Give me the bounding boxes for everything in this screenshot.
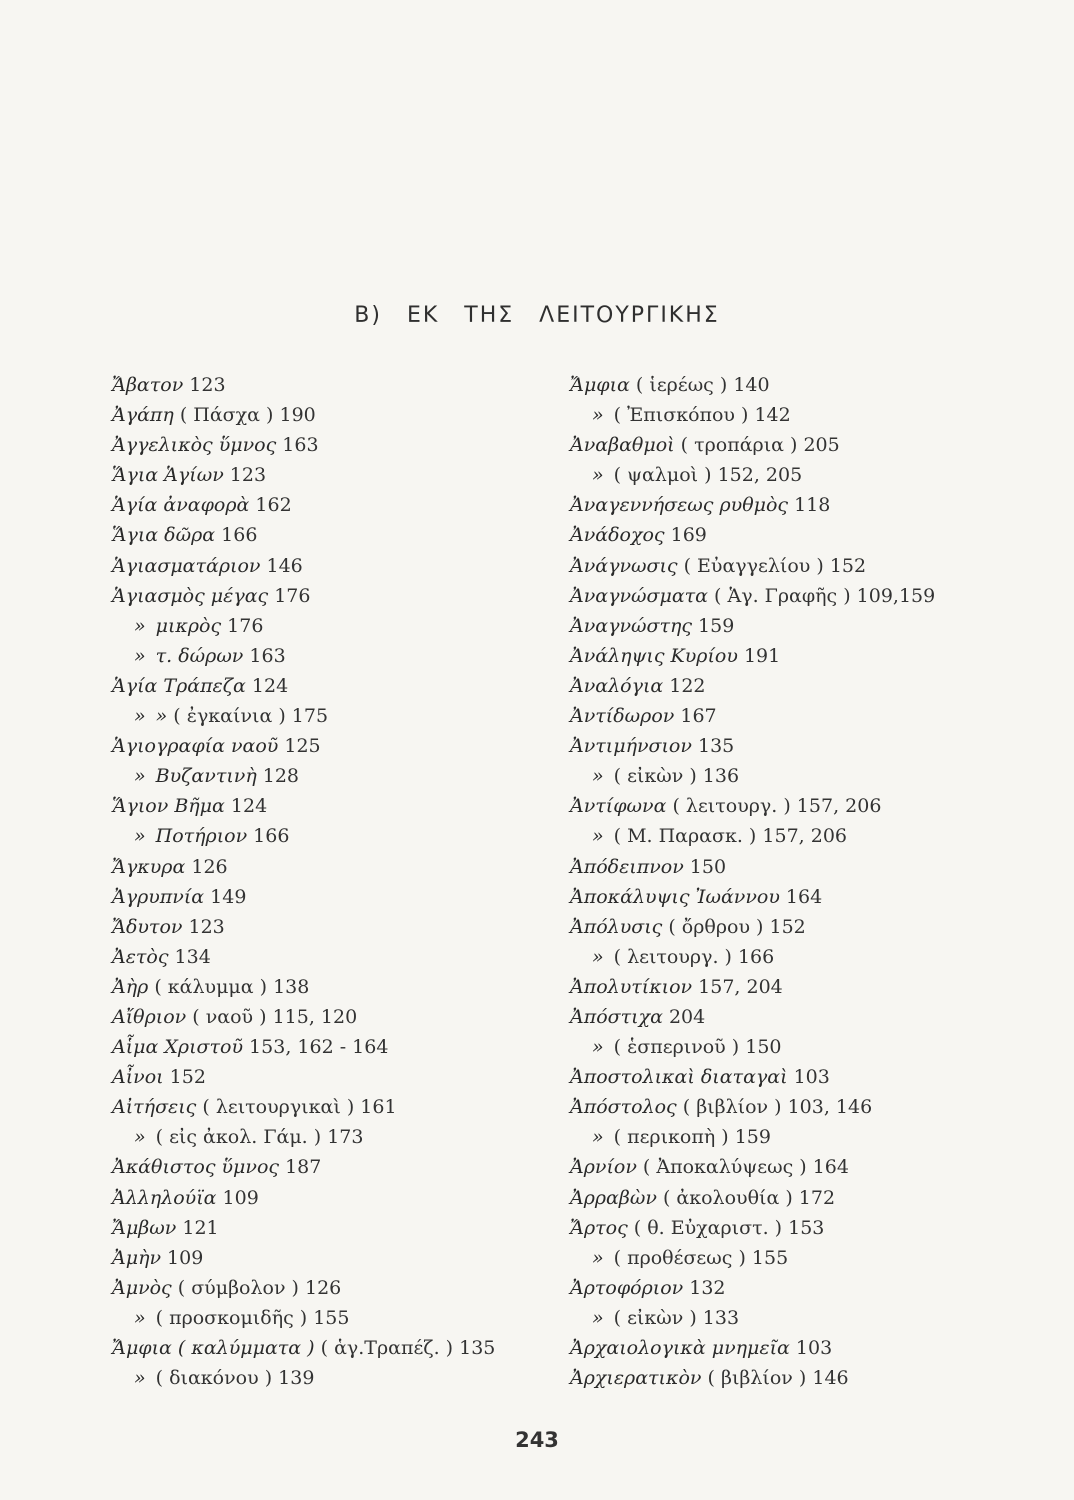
index-entry xyxy=(112,611,495,641)
entry-pages: 109 xyxy=(216,1186,259,1209)
entry-pages: 128 xyxy=(256,765,300,788)
entry-pages: ( προσκομιδῆς ) 155 xyxy=(155,1306,350,1329)
entry-pages: ( εἰκὼν ) 133 xyxy=(613,1306,740,1329)
index-entry xyxy=(570,852,935,882)
index-entry xyxy=(570,882,935,912)
index-entry xyxy=(112,1152,495,1182)
entry-term: Ἁγιασμὸς μέγας xyxy=(112,584,269,607)
index-entry xyxy=(112,912,495,942)
ditto-mark: » xyxy=(592,945,604,968)
index-entry xyxy=(570,641,935,671)
entry-pages: 146 xyxy=(260,554,303,577)
index-entry xyxy=(112,430,495,460)
index-entry xyxy=(112,1363,495,1393)
ditto-mark: » xyxy=(592,1306,604,1329)
entry-pages: 118 xyxy=(788,494,831,517)
entry-pages: 134 xyxy=(168,945,211,968)
index-entry xyxy=(570,1152,935,1182)
index-entry xyxy=(570,972,935,1002)
index-entry xyxy=(570,551,935,581)
index-entry xyxy=(570,1032,935,1062)
index-entry xyxy=(570,701,935,731)
entry-term: Ἀντίφωνα xyxy=(570,795,667,818)
ditto-mark: » xyxy=(134,765,146,788)
entry-term: Ἀγάπη xyxy=(112,404,174,427)
index-entry xyxy=(112,761,495,791)
entry-term: Ἀνάδοχος xyxy=(570,524,665,547)
entry-pages: ( ἑσπερινοῦ ) 150 xyxy=(613,1036,782,1059)
index-entry xyxy=(570,400,935,430)
entry-pages: 159 xyxy=(692,614,735,637)
entry-term: Ἄδυτον xyxy=(112,915,183,938)
entry-pages: 167 xyxy=(674,705,717,728)
index-entry xyxy=(570,1213,935,1243)
index-entry xyxy=(570,942,935,972)
entry-pages: ( εἰς ἀκολ. Γάμ. ) 173 xyxy=(155,1126,364,1149)
entry-pages: 152 xyxy=(163,1066,206,1089)
entry-term: Ἀναγνώστης xyxy=(570,614,693,637)
entry-pages: 132 xyxy=(683,1276,726,1299)
entry-pages: 124 xyxy=(245,674,289,697)
entry-pages: ( λειτουργ. ) 157, 206 xyxy=(666,795,882,818)
entry-term: Ἀνάγνωσις xyxy=(570,554,678,577)
entry-term: Ἄγκυρα xyxy=(112,855,186,878)
entry-pages: ( ἱερέως ) 140 xyxy=(629,374,770,396)
index-entry xyxy=(570,791,935,821)
index-entry xyxy=(570,731,935,761)
ditto-mark: » xyxy=(592,1246,604,1269)
index-entry xyxy=(570,1092,935,1122)
entry-term: Ἀγρυπνία xyxy=(112,885,205,908)
index-entry xyxy=(112,701,495,731)
entry-pages: 121 xyxy=(176,1216,219,1239)
index-entry xyxy=(570,761,935,791)
entry-term: Ἀρχιερατικὸν xyxy=(570,1367,702,1390)
index-entry xyxy=(112,641,495,671)
index-entry xyxy=(112,1213,495,1243)
index-entry xyxy=(112,520,495,550)
entry-pages: ( ἀκολουθία ) 172 xyxy=(656,1186,836,1209)
entry-pages: ( Μ. Παρασκ. ) 157, 206 xyxy=(613,825,847,848)
index-entry xyxy=(112,490,495,520)
index-entry xyxy=(570,430,935,460)
entry-pages: ( Πάσχα ) 190 xyxy=(173,404,316,427)
index-entry xyxy=(570,1062,935,1092)
entry-term: Ἁγιασματάριον xyxy=(112,554,261,577)
entry-pages: 135 xyxy=(691,735,735,758)
entry-pages: ( Ἁγ. Γραφῆς ) 109,159 xyxy=(708,584,936,607)
index-entry xyxy=(112,581,495,611)
entry-pages: 191 xyxy=(737,644,781,667)
entry-term: Ἄρτος xyxy=(570,1216,628,1239)
index-entry xyxy=(112,1122,495,1152)
entry-pages: 103 xyxy=(787,1066,830,1089)
entry-pages: ( σύμβολον ) 126 xyxy=(171,1276,342,1299)
entry-pages: 164 xyxy=(779,885,823,908)
entry-pages: 176 xyxy=(221,614,264,637)
entry-term: Ἅγια Ἁγίων xyxy=(112,464,224,487)
entry-term: Ἀντιμήνσιον xyxy=(570,735,692,758)
entry-term: Ἀγγελικὸς ὕμνος xyxy=(112,434,277,457)
entry-term: Ἀρραβὼν xyxy=(570,1186,657,1209)
ditto-mark: » xyxy=(592,464,604,487)
entry-term: Ἀρτοφόριον xyxy=(570,1276,684,1299)
entry-pages: 166 xyxy=(215,524,258,547)
entry-term: Αἰτήσεις xyxy=(112,1096,197,1119)
entry-term: μικρὸς xyxy=(155,614,222,637)
entry-term: τ. δώρων xyxy=(155,644,244,667)
entry-term: Ἀνάληψις Κυρίου xyxy=(570,644,738,667)
ditto-mark: » xyxy=(134,1306,146,1329)
entry-term: Ἀναγεννήσεως ρυθμὸς xyxy=(570,494,789,517)
entry-pages: 176 xyxy=(268,584,311,607)
entry-pages: ( ναοῦ ) 115, 120 xyxy=(186,1005,358,1028)
index-entry xyxy=(570,671,935,701)
ditto-mark: » xyxy=(592,825,604,848)
index-entry xyxy=(570,520,935,550)
entry-pages: 149 xyxy=(204,885,247,908)
index-entry xyxy=(570,460,935,490)
index-entry xyxy=(570,1243,935,1273)
entry-term: Ἄβατον xyxy=(112,374,184,396)
entry-term: Ἀπόστιχα xyxy=(570,1005,663,1028)
entry-pages: ( εἰκὼν ) 136 xyxy=(613,765,740,788)
ditto-mark: » xyxy=(134,644,146,667)
entry-term: Ἀποκάλυψις Ἰωάννου xyxy=(570,885,780,908)
ditto-mark: » xyxy=(592,765,604,788)
ditto-mark: » xyxy=(134,825,146,848)
entry-term: Ἀναλόγια xyxy=(570,674,664,697)
index-entry xyxy=(112,731,495,761)
entry-pages: 204 xyxy=(662,1005,706,1028)
entry-term: Ἄμβων xyxy=(112,1216,177,1239)
entry-pages: ( βιβλίον ) 146 xyxy=(701,1367,849,1390)
page-number: 243 xyxy=(515,1428,559,1452)
index-entry xyxy=(570,1002,935,1032)
entry-pages: ( κάλυμμα ) 138 xyxy=(148,975,310,998)
index-entry xyxy=(112,1303,495,1333)
entry-pages: 124 xyxy=(224,795,268,818)
entry-pages: 163 xyxy=(276,434,319,457)
index-entry xyxy=(112,1183,495,1213)
entry-term: Ἀὴρ xyxy=(112,975,149,998)
entry-pages: ( ὄρθρου ) 152 xyxy=(662,915,806,938)
entry-pages: 169 xyxy=(664,524,707,547)
index-entry xyxy=(112,671,495,701)
entry-pages: 157, 204 xyxy=(692,975,783,998)
index-entry xyxy=(112,1002,495,1032)
entry-term: Ἀρνίον xyxy=(570,1156,637,1179)
entry-pages: 162 xyxy=(249,494,292,517)
section-title: Β) ΕΚ ΤΗΣ ΛΕΙΤΟΥΡΓΙΚΗΣ xyxy=(354,303,720,328)
entry-pages: 125 xyxy=(278,735,321,758)
index-entry xyxy=(112,400,495,430)
index-column-right xyxy=(570,370,935,1393)
entry-term: Ἅγιον Βῆμα xyxy=(112,795,225,818)
index-entry xyxy=(570,490,935,520)
entry-pages: ( προθέσεως ) 155 xyxy=(613,1246,789,1269)
entry-pages: ( Ἀποκαλύψεως ) 164 xyxy=(636,1156,849,1179)
entry-pages: 166 xyxy=(247,825,290,848)
entry-pages: 163 xyxy=(243,644,286,667)
entry-term: Ἀλληλούϊα xyxy=(112,1186,217,1209)
entry-term: Ἀποστολικαὶ διαταγαὶ xyxy=(570,1066,788,1089)
index-entry xyxy=(570,912,935,942)
entry-term: Ἀμνὸς xyxy=(112,1276,172,1299)
entry-term: Ἄμφια ( καλύμματα ) xyxy=(112,1337,315,1359)
index-entry xyxy=(112,852,495,882)
index-entry xyxy=(112,1032,495,1062)
entry-pages: ( περικοπὴ ) 159 xyxy=(613,1126,771,1149)
entry-term: Ἄμφια xyxy=(570,374,630,396)
entry-pages: ( ἐγκαίνια ) 175 xyxy=(167,705,329,728)
entry-term: Ἀναγνώσματα xyxy=(570,584,708,607)
entry-term: Ἅγια δῶρα xyxy=(112,524,216,547)
entry-term: Ἀρχαιολογικὰ μνημεῖα xyxy=(570,1337,790,1359)
entry-term: Ἀντίδωρον xyxy=(570,705,675,728)
entry-term: Ἁγία ἀναφορὰ xyxy=(112,494,250,517)
entry-term: Ἀπόστολος xyxy=(570,1096,677,1119)
entry-term: Ἁγιογραφία ναοῦ xyxy=(112,735,279,758)
entry-pages: ( λειτουργ. ) 166 xyxy=(613,945,775,968)
entry-pages: 123 xyxy=(223,464,267,487)
index-entry xyxy=(112,1062,495,1092)
entry-term: Ἁγία Τράπεζα xyxy=(112,674,246,697)
entry-pages: ( Εὐαγγελίου ) 152 xyxy=(677,554,867,577)
entry-pages: 103 xyxy=(789,1337,833,1359)
entry-pages: 109 xyxy=(161,1246,204,1269)
entry-pages: ( διακόνου ) 139 xyxy=(155,1367,315,1390)
index-entry xyxy=(112,460,495,490)
index-entry xyxy=(570,611,935,641)
index-entry xyxy=(570,1273,935,1303)
ditto-mark: » xyxy=(592,1126,604,1149)
entry-pages: 123 xyxy=(183,374,226,396)
entry-pages: 150 xyxy=(683,855,727,878)
entry-term: Ποτήριον xyxy=(155,825,248,848)
ditto-mark: » xyxy=(134,1367,146,1390)
index-entry xyxy=(112,1092,495,1122)
index-entry xyxy=(570,1303,935,1333)
index-entry xyxy=(112,882,495,912)
entry-pages: 122 xyxy=(663,674,706,697)
entry-term: Ἀναβαθμοὶ xyxy=(570,434,675,457)
index-entry xyxy=(112,1273,495,1303)
entry-term: Ἀπολυτίκιον xyxy=(570,975,693,998)
entry-term: Βυζαντινὴ xyxy=(155,765,257,788)
entry-pages: 123 xyxy=(182,915,225,938)
index-entry xyxy=(570,1333,935,1363)
index-entry xyxy=(570,370,935,400)
entry-pages: ( θ. Εὐχαριστ. ) 153 xyxy=(627,1216,825,1239)
index-entry xyxy=(112,821,495,851)
entry-pages: 187 xyxy=(279,1156,322,1179)
ditto-mark: » xyxy=(592,404,604,427)
entry-term: Αἴθριον xyxy=(112,1005,187,1028)
entry-pages: ( ψαλμοὶ ) 152, 205 xyxy=(613,464,803,487)
entry-pages: 153, 162 - 164 xyxy=(243,1036,389,1059)
entry-term: Ἀετὸς xyxy=(112,945,169,968)
entry-pages: ( τροπάρια ) 205 xyxy=(674,434,840,457)
index-entry xyxy=(112,370,495,400)
entry-term: Ἀμὴν xyxy=(112,1246,162,1269)
index-entry xyxy=(570,1122,935,1152)
entry-term: Ἀκάθιστος ὕμνος xyxy=(112,1156,280,1179)
ditto-mark: » xyxy=(592,1036,604,1059)
index-entry xyxy=(112,1243,495,1273)
index-entry xyxy=(570,1183,935,1213)
entry-pages: ( βιβλίον ) 103, 146 xyxy=(676,1096,873,1119)
ditto-mark: » xyxy=(134,1126,146,1149)
entry-pages: 126 xyxy=(185,855,228,878)
entry-term: Αἶνοι xyxy=(112,1066,164,1089)
entry-pages: ( λειτουργικαὶ ) 161 xyxy=(196,1096,397,1119)
ditto-mark: » xyxy=(134,614,146,637)
index-column-left xyxy=(112,370,495,1393)
entry-pages: ( Ἐπισκόπου ) 142 xyxy=(613,404,791,427)
index-entry xyxy=(570,1363,935,1393)
entry-term: Ἀπόλυσις xyxy=(570,915,663,938)
ditto-mark: » xyxy=(134,705,146,728)
index-entry xyxy=(112,972,495,1002)
index-entry xyxy=(112,942,495,972)
index-entry xyxy=(570,821,935,851)
entry-term: » xyxy=(155,705,168,728)
index-entry xyxy=(112,1333,495,1363)
index-entry xyxy=(570,581,935,611)
entry-term: Αἷμα Χριστοῦ xyxy=(112,1036,244,1059)
entry-term: Ἀπόδειπνον xyxy=(570,855,684,878)
index-entry xyxy=(112,551,495,581)
index-entry xyxy=(112,791,495,821)
entry-pages: ( ἁγ.Τραπέζ. ) 135 xyxy=(314,1337,496,1359)
